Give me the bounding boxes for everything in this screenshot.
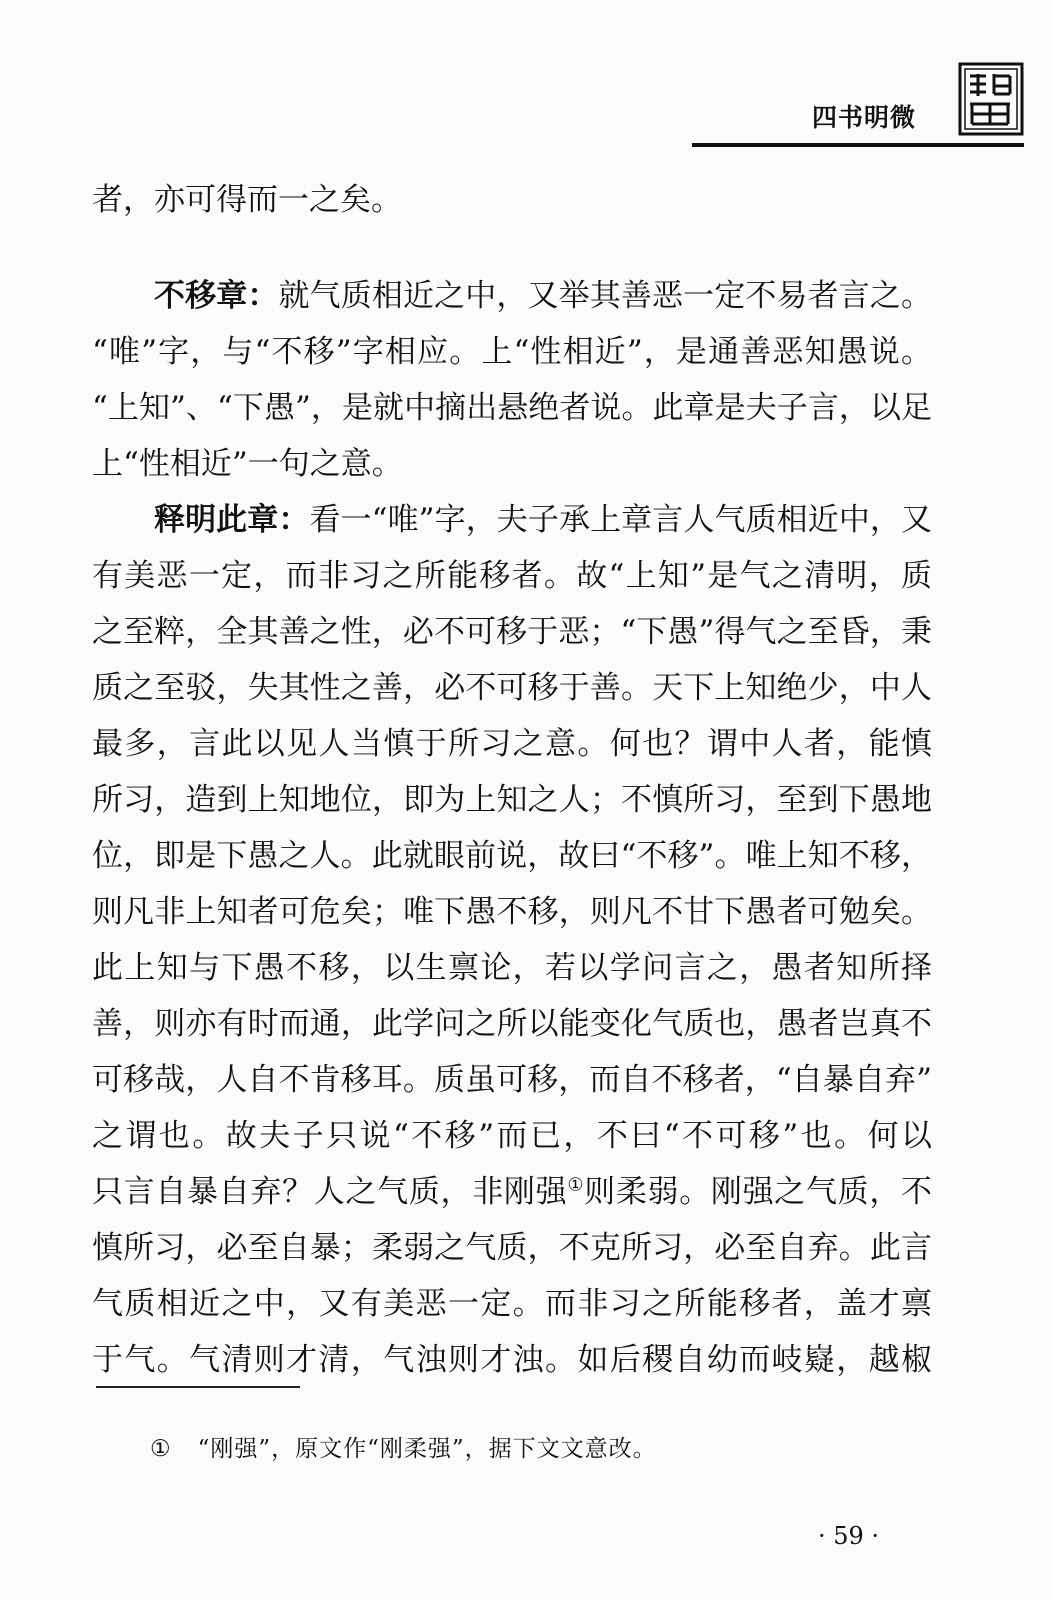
text-line: “上知”、“下愚”，是就中摘出悬绝者说。此章是夫子言，以足 xyxy=(92,390,932,426)
text-span: 只言自暴自弃？人之气质，非刚强 xyxy=(92,1174,568,1210)
text-line: “唯”字，与“不移”字相应。上“性相近”，是通善恶知愚说。 xyxy=(92,334,932,370)
text-line: 最多，言此以见人当慎于所习之意。何也？谓中人者，能慎 xyxy=(92,726,932,762)
text-line: 善，则亦有时而通，此学问之所以能变化气质也，愚者岂真不 xyxy=(92,1006,932,1042)
footnote xyxy=(150,1430,657,1463)
text-line xyxy=(92,1164,932,1220)
footnote-reference[interactable]: ① xyxy=(567,1174,585,1196)
paragraph-start xyxy=(92,268,932,324)
text-span: 看一“唯”字，夫子承上章言人气质相近中，又 xyxy=(309,502,932,538)
header-rule xyxy=(692,143,1024,147)
text-span: 就气质相近之中，又举其善恶一定不易者言之。 xyxy=(278,278,932,314)
text-line: 位，即是下愚之人。此就眼前说，故曰“不移”。唯上知不移， xyxy=(92,838,932,874)
text-line: 有美恶一定，而非习之所能移者。故“上知”是气之清明，质 xyxy=(92,558,932,594)
page-number: · 59 · xyxy=(818,1522,880,1550)
text-line: 质之至驳，失其性之善，必不可移于善。天下上知绝少，中人 xyxy=(92,670,932,706)
text-line: 上“性相近”一句之意。 xyxy=(92,446,403,482)
text-line: 之谓也。故夫子只说“不移”而已，不曰“不可移”也。何以 xyxy=(92,1118,932,1154)
text-line: 气质相近之中，又有美恶一定。而非习之所能移者，盖才禀 xyxy=(92,1286,932,1322)
text-line: 所习，造到上知地位，即为上知之人；不慎所习，至到下愚地 xyxy=(92,782,932,818)
section-label: 不移章： xyxy=(154,278,279,314)
paragraph-gap xyxy=(92,228,932,268)
text-span: 则柔弱。刚强之气质，不 xyxy=(584,1174,932,1210)
footnote-mark: ① xyxy=(150,1436,172,1462)
text-line: 可移哉，人自不肯移耳。质虽可移，而自不移者，“自暴自弃” xyxy=(92,1062,932,1098)
seal-stamp-icon xyxy=(958,62,1024,136)
main-text xyxy=(92,172,932,1388)
text-line: 者，亦可得而一之矣。 xyxy=(92,182,402,218)
section-label: 释明此章： xyxy=(154,502,310,538)
paragraph-start xyxy=(92,492,932,548)
text-line: 于气。气清则才清，气浊则才浊。如后稷自幼而岐嶷，越椒 xyxy=(92,1342,932,1378)
text-line: 此上知与下愚不移，以生禀论，若以学问言之，愚者知所择 xyxy=(92,950,932,986)
text-line: 则凡非上知者可危矣；唯下愚不移，则凡不甘下愚者可勉矣。 xyxy=(92,894,932,930)
text-line: 慎所习，必至自暴；柔弱之气质，不克所习，必至自弃。此言 xyxy=(92,1230,932,1266)
running-header-title: 四书明微 xyxy=(812,103,917,132)
footnote-separator xyxy=(96,1386,300,1388)
text-line: 之至粹，全其善之性，必不可移于恶；“下愚”得气之至昏，秉 xyxy=(92,614,932,650)
footnote-text: “刚强”，原文作“刚柔强”，据下文文意改。 xyxy=(197,1436,657,1462)
